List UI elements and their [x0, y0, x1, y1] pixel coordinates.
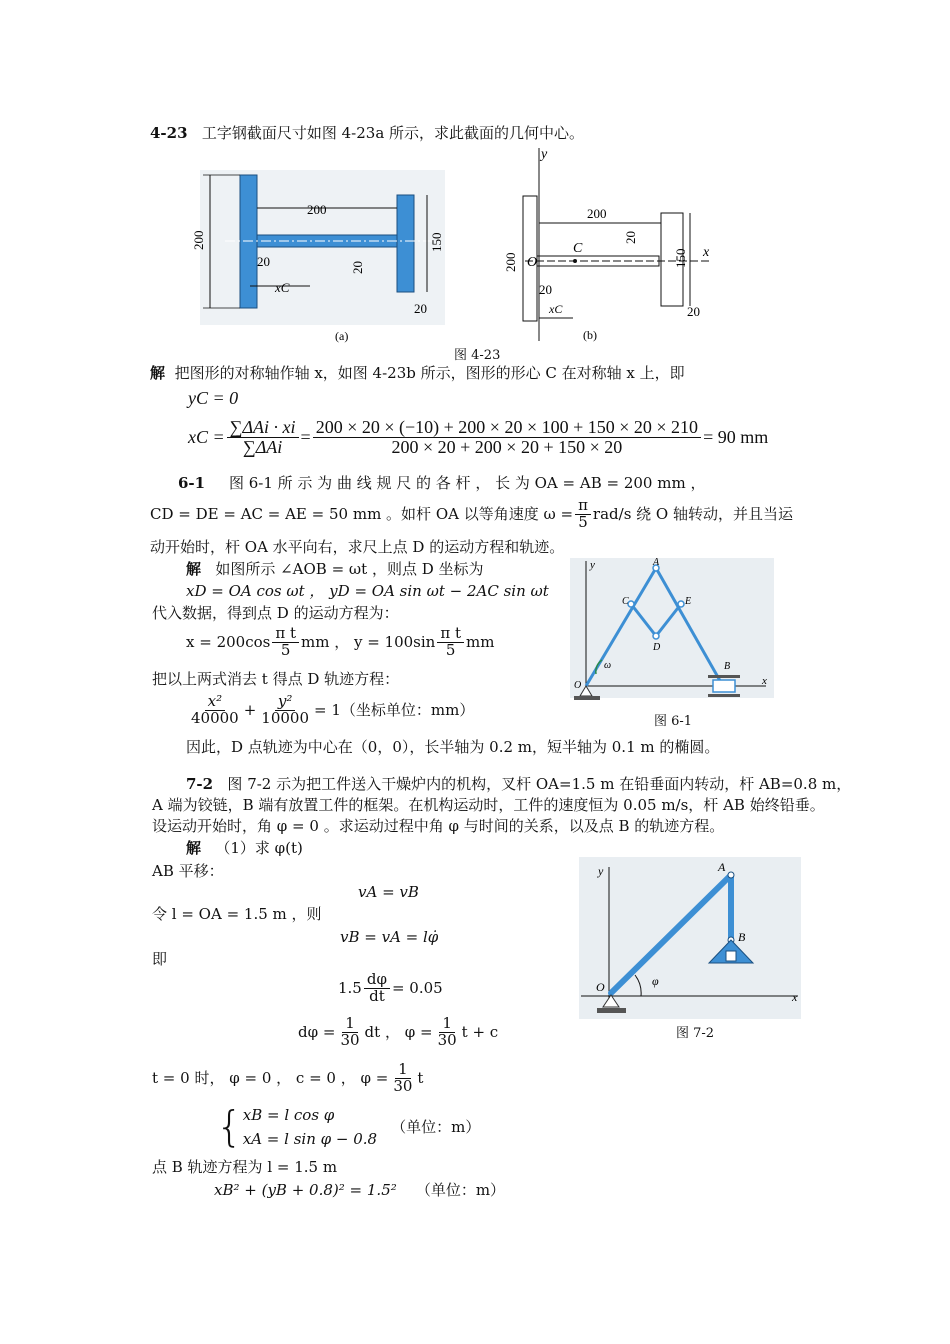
- trajectory-equation: [214, 1181, 505, 1200]
- equation-yc: yC = 0: [188, 388, 239, 408]
- eq-part: t = 0 时， φ = 0 ， c = 0 ， φ =: [152, 1068, 389, 1087]
- y-label: y: [541, 147, 548, 162]
- dim-label: 200: [307, 202, 327, 217]
- figure-7-2: [576, 855, 806, 1025]
- eq-den: 200 × 20 + 200 × 20 + 150 × 20: [391, 436, 623, 457]
- equation-integral: [298, 1016, 498, 1049]
- x-label: x: [703, 245, 710, 260]
- centroid-point: [573, 259, 577, 263]
- equation-va: vA = vB: [358, 883, 419, 901]
- label-O: O: [596, 980, 605, 994]
- figure-background: [570, 558, 774, 698]
- problem-6-1-line3: 动开始时，杆 OA 水平向右，求尺上点 D 的运动方程和轨迹。: [150, 538, 565, 556]
- y-label: y: [590, 559, 595, 571]
- dim-label: 20: [350, 261, 365, 274]
- label-C: C: [622, 596, 629, 607]
- dim-label: 200: [191, 230, 206, 250]
- frac-num: π t: [437, 626, 464, 643]
- frac-den: dt: [369, 986, 385, 1005]
- eq-part: 1.5: [338, 978, 362, 997]
- solution-step: （1）求 φ(t): [215, 839, 303, 857]
- equation-ellipse: $\frac{\text{x²}}{40000}$ + $\frac{\text{y²}}{10000}$ = 1（坐标单位：mm）: [186, 694, 474, 727]
- solution-label: 解: [186, 560, 202, 578]
- frac-num: π: [575, 498, 591, 515]
- problem-number: 7-2: [186, 775, 214, 793]
- xc-label: xC: [549, 302, 563, 316]
- origin-label: O: [527, 255, 538, 270]
- conclusion-6-1: 因此，D 点轨迹为中心在（0，0），长半轴为 0.2 m，短半轴为 0.1 m 的椭圆。: [186, 738, 720, 756]
- eq-part: mm ， y = 100sin: [300, 632, 436, 651]
- frac-num: 1: [342, 1016, 358, 1033]
- label-B: B: [724, 661, 731, 672]
- problem-7-2-line1: [186, 775, 851, 794]
- equation-motion: [186, 626, 494, 659]
- problem-6-1-line1: [178, 474, 705, 493]
- label-D: D: [653, 642, 661, 653]
- problem-6-1-line2: [150, 498, 793, 531]
- eq-part: x = 200cos: [186, 632, 271, 651]
- system-eq-2: xA = l sin φ − 0.8: [242, 1130, 378, 1148]
- label-A: A: [718, 860, 726, 874]
- caption-a: (a): [335, 329, 349, 343]
- dim-label: 200: [587, 206, 607, 221]
- problem-4-23-heading: [150, 124, 584, 143]
- frac-den: 5: [280, 640, 291, 659]
- dim-label: 20: [623, 231, 638, 244]
- figure-4-23a: [191, 168, 450, 346]
- eq-part: = 0.05: [391, 978, 443, 997]
- figure-caption: 图 4-23: [454, 348, 501, 363]
- frac-den: 40000: [191, 708, 239, 727]
- x-label: x: [762, 675, 767, 687]
- solution-label: 解: [150, 364, 166, 382]
- equation-xd: xD = OA cos ωt ， yD = OA sin ωt − 2AC sin ωt: [186, 582, 549, 600]
- frac-num: dφ: [364, 972, 390, 989]
- problem-text: rad/s 绕 O 轴转动，并且当运: [592, 504, 793, 523]
- solution-6-1: [186, 560, 484, 579]
- frac-den: 30: [393, 1076, 413, 1095]
- y-label: y: [598, 864, 604, 878]
- label-O: O: [574, 680, 582, 691]
- equation-dphi: [338, 972, 443, 1005]
- figure-caption: 图 7-2: [676, 1026, 715, 1041]
- x-label: x: [792, 990, 798, 1004]
- let-l: 令 l = OA = 1.5 m ，则: [152, 905, 322, 923]
- eq-part: t: [417, 1068, 424, 1087]
- frac-den: 30: [437, 1030, 457, 1049]
- eq-den: ∑ΔAi: [242, 436, 283, 457]
- dim-label: 20: [257, 254, 270, 269]
- figure-caption: 图 6-1: [654, 714, 693, 729]
- eq-num: ∑ΔAi · xi: [227, 418, 299, 438]
- problem-text: 图 7-2 示为把工件送入干燥炉内的机构，叉杆 OA=1.5 m 在铅垂面内转动，杆 AB=0.8 m，: [227, 775, 852, 793]
- frac-num: y²: [275, 694, 296, 711]
- eq-part: dφ =: [298, 1022, 336, 1041]
- dim-label: 20: [414, 301, 427, 316]
- frac-den: 10000: [261, 708, 310, 727]
- right-flange: [397, 195, 414, 292]
- eq-part: = 1（坐标单位：mm）: [314, 700, 475, 719]
- figure-4-23b: [495, 146, 720, 346]
- eq-num: 200 × 20 × (−10) + 200 × 20 × 100 + 150 × 20 × 210: [313, 418, 701, 438]
- problem-text: CD = DE = AC = AE = 50 mm 。如杆 OA 以等角速度 ω =: [150, 504, 574, 523]
- centroid-label: C: [573, 241, 583, 256]
- equation-system: { xB = l cos φ xA = l sin φ − 0.8 （单位：m）: [216, 1102, 481, 1151]
- dim-label: 150: [673, 248, 688, 268]
- dim-label: 20: [539, 282, 552, 297]
- eq-part: t + c: [461, 1022, 499, 1041]
- solution-text: 如图所示 ∠AOB = ωt ，则点 D 坐标为: [215, 560, 484, 578]
- figure-6-1: [568, 556, 776, 716]
- ab-translation: AB 平移：: [152, 862, 224, 880]
- problem-7-2-line2: A 端为铰链，B 端有放置工件的框架。在机构运动时，工件的速度恒为 0.05 m/s，杆 AB 始终铅垂。: [152, 796, 825, 814]
- ji-text: 即: [152, 950, 168, 968]
- eq-result: = 90 mm: [703, 426, 769, 447]
- frac-num: 1: [439, 1016, 455, 1033]
- dim-label: 200: [503, 252, 518, 272]
- frac-num: 1: [395, 1062, 411, 1079]
- system-eq-1: xB = l cos φ: [242, 1106, 335, 1124]
- solution-7-2: [186, 839, 303, 858]
- unit-text: （单位：m）: [415, 1181, 506, 1199]
- eq-lhs: xC =: [188, 426, 225, 447]
- eliminate-text: 把以上两式消去 t 得点 D 轨迹方程：: [152, 670, 400, 688]
- xc-label: xC: [275, 280, 290, 295]
- solution-label: 解: [186, 839, 202, 857]
- dim-label: 20: [687, 304, 700, 319]
- substitute-text: 代入数据，得到点 D 的运动方程为：: [152, 604, 399, 622]
- frac-den: 30: [340, 1030, 360, 1049]
- equation-xc: xC = $\frac{\text{∑ΔAi · xi}}{\text{∑ΔAi}}$ = $\frac{200 \times 20 \times (-10) + 200 \times 20 \times 100 + 150 \times 20 \times 210}{200 \times 20 + 200 \times 20 + 150 \times 20}$ = 90 mm: [188, 417, 769, 457]
- unit-text: （单位：m）: [391, 1117, 481, 1136]
- problem-number: 6-1: [178, 474, 206, 492]
- solution-4-23: [150, 364, 685, 383]
- frac-num: π t: [272, 626, 299, 643]
- trajectory-text: 点 B 轨迹方程为 l = 1.5 m: [152, 1158, 338, 1176]
- label-phi: φ: [652, 974, 659, 988]
- equation-vb: vB = vA = lφ̇: [340, 928, 439, 946]
- initial-condition: [152, 1062, 423, 1095]
- label-B: B: [738, 930, 746, 944]
- eq-part: dt ， φ =: [364, 1022, 433, 1041]
- label-A: A: [653, 557, 660, 568]
- eq-part: mm: [466, 632, 495, 651]
- traj-eq: xB² + (yB + 0.8)² = 1.5²: [214, 1181, 397, 1199]
- frac-den: 5: [578, 512, 588, 531]
- caption-b: (b): [583, 328, 597, 342]
- problem-number: 4-23: [150, 124, 188, 142]
- frac-num: x²: [205, 694, 225, 711]
- problem-text: 图 6-1 所 示 为 曲 线 规 尺 的 各 杆 ， 长 为 OA = AB = 200 mm ，: [228, 474, 706, 492]
- problem-7-2-line3: 设运动开始时，角 φ = 0 。求运动过程中角 φ 与时间的关系，以及点 B 的轨迹方程。: [152, 817, 725, 835]
- problem-text: 工字钢截面尺寸如图 4-23a 所示，求此截面的几何中心。: [201, 124, 585, 142]
- solution-text: 把图形的对称轴作轴 x，如图 4-23b 所示，图形的形心 C 在对称轴 x 上，即: [174, 364, 685, 382]
- label-E: E: [685, 596, 692, 607]
- frac-den: 5: [445, 640, 456, 659]
- dim-label: 150: [429, 232, 444, 252]
- label-omega: ω: [604, 660, 612, 671]
